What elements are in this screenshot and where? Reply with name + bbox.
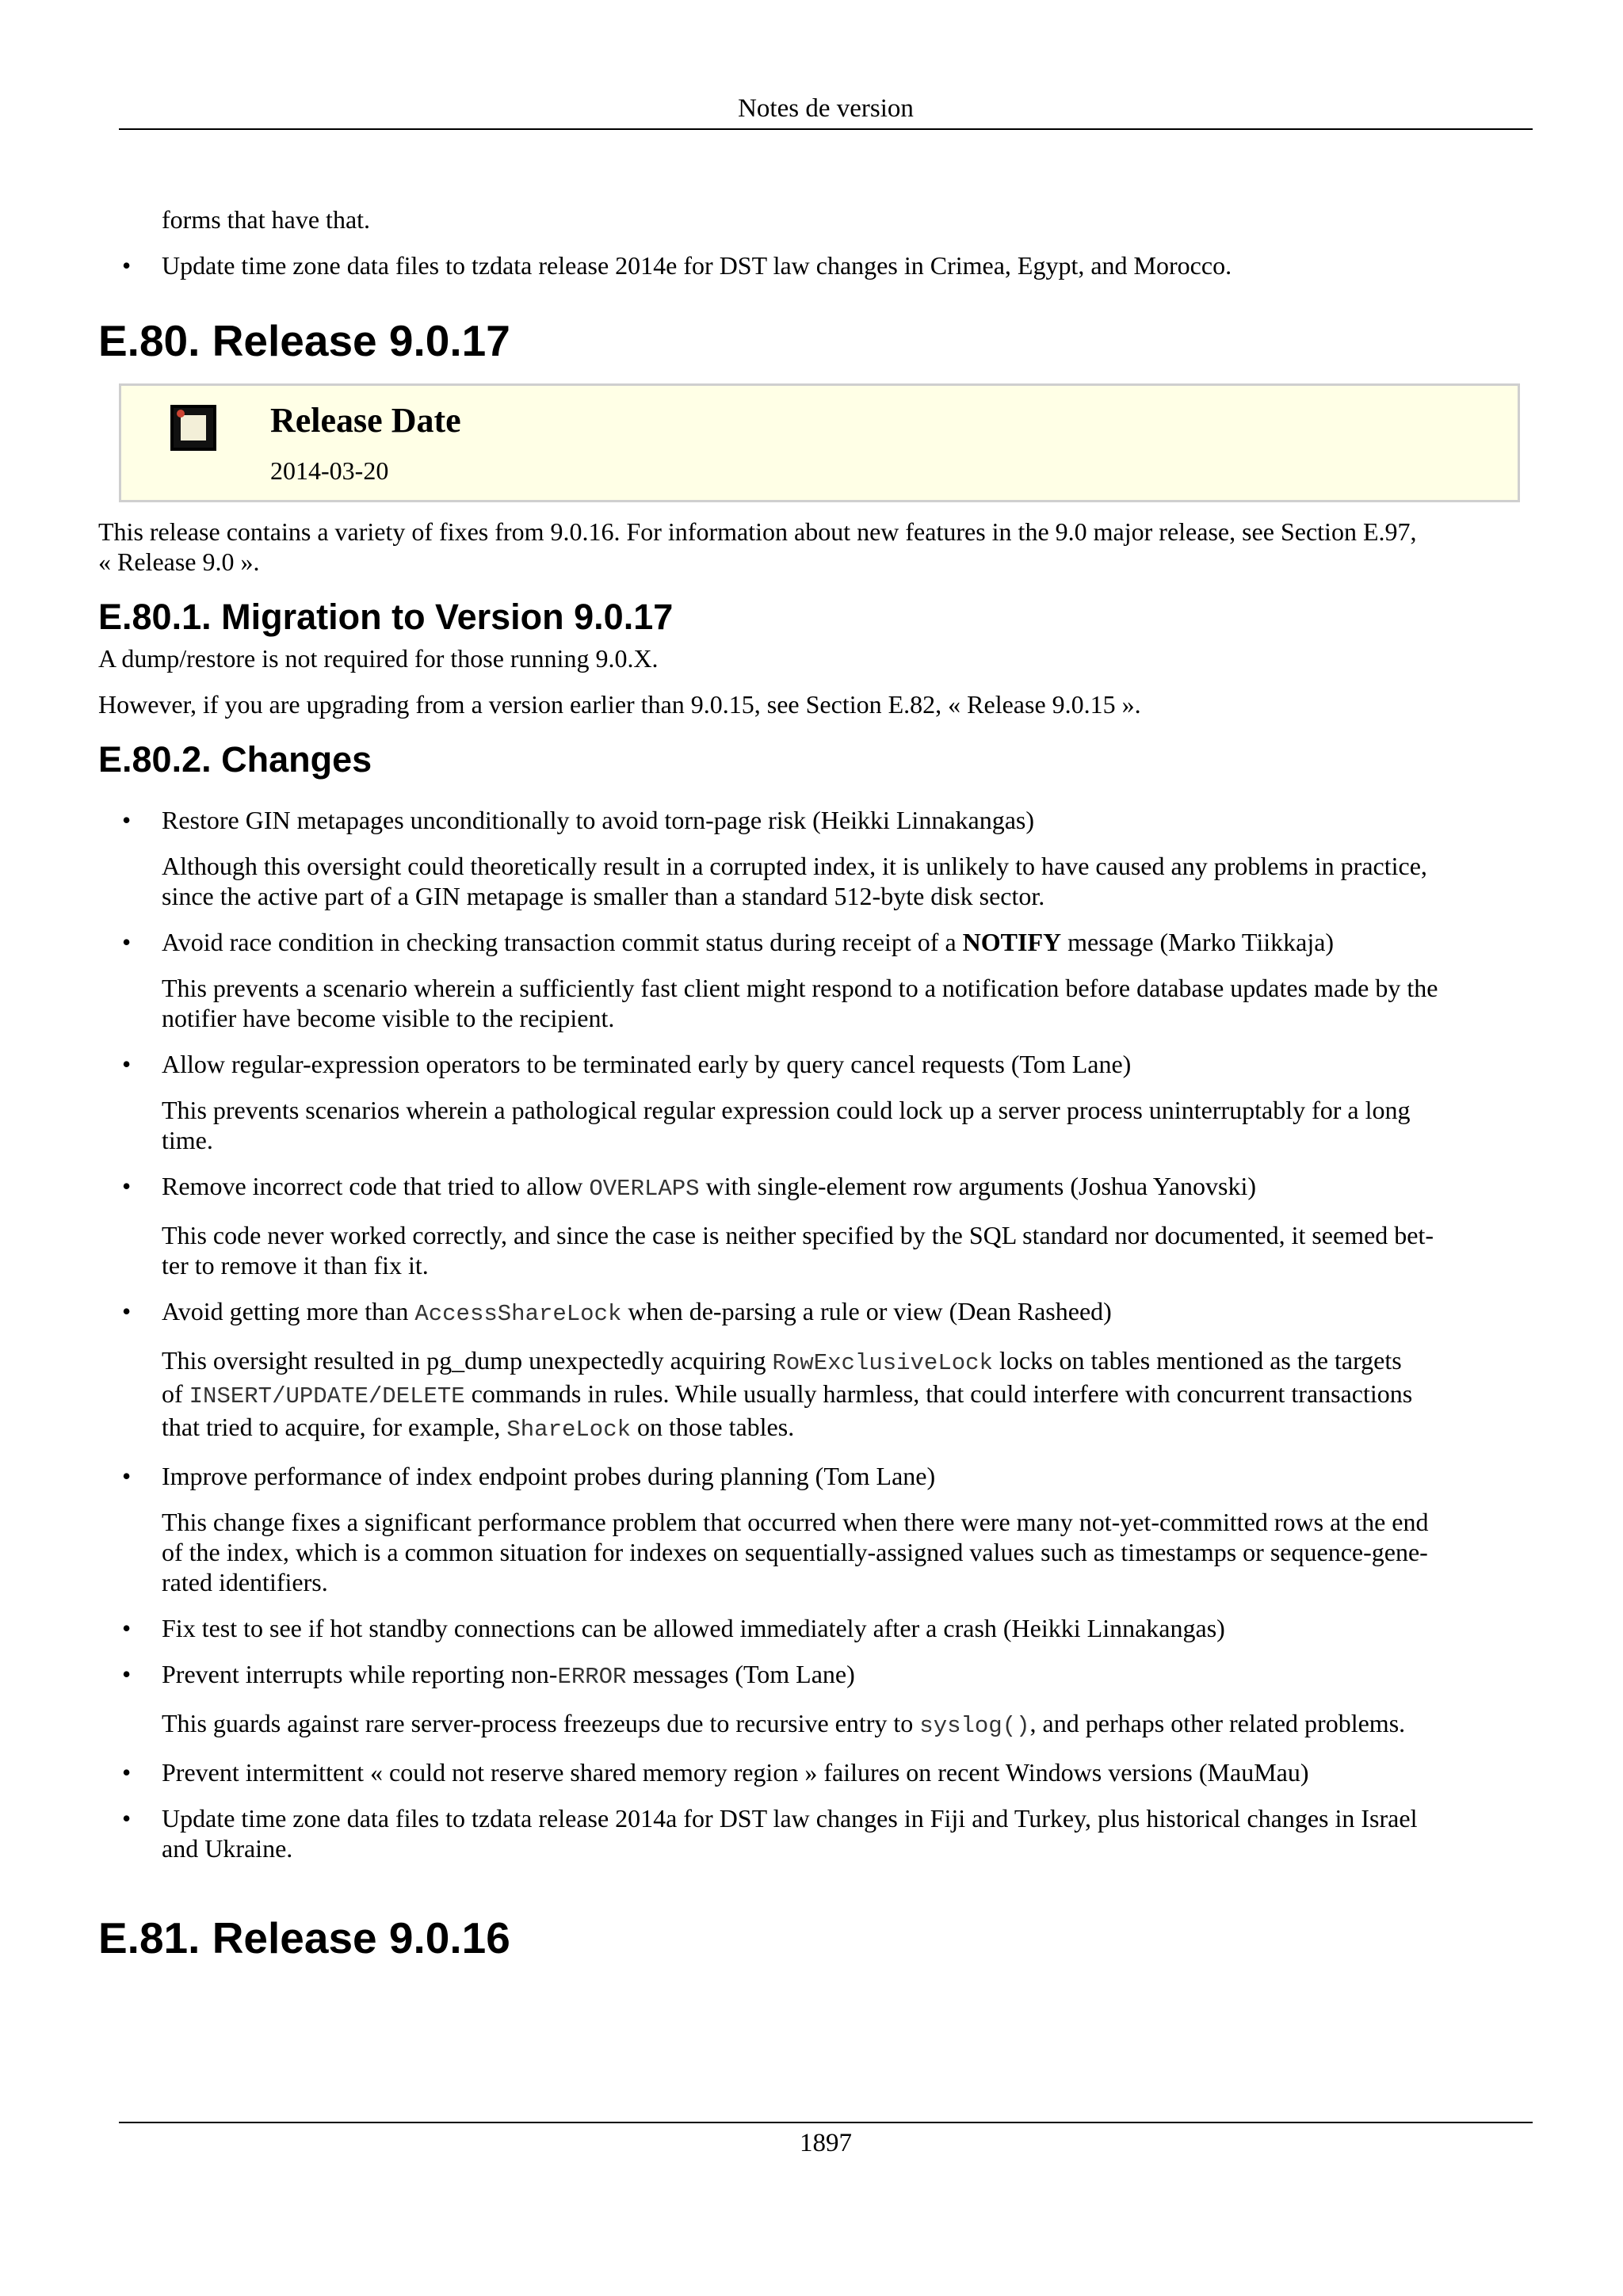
list-item-detail: since the active part of a GIN metapage is smaller than a standard 512-byte disk sector. (162, 882, 1045, 910)
list-item-detail: This guards against rare server-process freezeups due to recursive entry to syslog(), and perhaps other related problems. (162, 1709, 1406, 1739)
migration-paragraph: A dump/restore is not required for those running 9.0.X. (98, 644, 659, 673)
list-item-detail: of the index, which is a common situation for indexes on sequentially-assigned values such as timestamps or sequence-gene- (162, 1538, 1428, 1566)
list-item-text: Allow regular-expression operators to be terminated early by query cancel requests (Tom Lane) (162, 1050, 1132, 1078)
list-item (98, 1049, 1541, 1155)
list-item-text: Prevent intermittent « could not reserve shared memory region » failures on recent Windows versions (MauMau) (162, 1758, 1309, 1787)
continuation-text: forms that have that. (162, 205, 371, 234)
section-heading-e80: E.80. Release 9.0.17 (98, 316, 510, 365)
inline-code: OVERLAPS (589, 1176, 700, 1202)
inline-code: INSERT/UPDATE/DELETE (189, 1383, 465, 1409)
list-item-detail: This code never worked correctly, and since the case is neither specified by the SQL standard nor documented, it seemed bet- (162, 1221, 1434, 1249)
subsection-heading-changes: E.80.2. Changes (98, 739, 372, 780)
page-number: 1897 (800, 2129, 852, 2157)
list-item (98, 1659, 1541, 1741)
list-item-detail: This prevents scenarios wherein a pathological regular expression could lock up a server process uninterruptably for a long (162, 1096, 1411, 1124)
footer-rule (119, 2122, 1533, 2123)
bullet-icon: • (122, 1462, 132, 1490)
bullet-icon: • (122, 928, 132, 956)
list-item-text: Fix test to see if hot standby connections can be allowed immediately after a crash (Heikki Linnakangas) (162, 1614, 1225, 1642)
list-item (98, 805, 1541, 911)
list-item-text: Improve performance of index endpoint probes during planning (Tom Lane) (162, 1462, 936, 1490)
list-item (98, 1757, 1541, 1787)
list-item (98, 250, 1541, 280)
list-item (98, 927, 1541, 1033)
section-heading-e81: E.81. Release 9.0.16 (98, 1913, 510, 1962)
list-item (98, 1803, 1541, 1863)
note-icon (170, 405, 216, 451)
migration-paragraph: However, if you are upgrading from a version earlier than 9.0.15, see Section E.82, « Release 9.0.15 ». (98, 690, 1141, 719)
list-item-detail: of INSERT/UPDATE/DELETE commands in rules. While usually harmless, that could interfere with concurrent transactions (162, 1379, 1413, 1409)
list-item-detail: This oversight resulted in pg_dump unexpectedly acquiring RowExclusiveLock locks on tables mentioned as the targets (162, 1346, 1402, 1376)
list-item-text: Update time zone data files to tzdata release 2014e for DST law changes in Crimea, Egypt, and Morocco. (162, 251, 1232, 280)
subsection-heading-migration: E.80.1. Migration to Version 9.0.17 (98, 597, 674, 637)
list-item-detail: notifier have become visible to the recipient. (162, 1004, 615, 1032)
inline-code: ShareLock (506, 1417, 632, 1443)
notify-keyword: NOTIFY (962, 928, 1062, 956)
list-item (98, 1613, 1541, 1643)
running-header: Notes de version (738, 94, 914, 123)
bullet-icon: • (122, 1614, 132, 1642)
bullet-icon: • (122, 1804, 132, 1833)
list-item-text: Avoid race condition in checking transaction commit status during receipt of a NOTIFY message (Marko Tiikkaja) (162, 928, 1335, 956)
list-item-text: Prevent interrupts while reporting non-ERROR messages (Tom Lane) (162, 1660, 855, 1690)
list-item-detail: Although this oversight could theoretically result in a corrupted index, it is unlikely to have caused any problems in practice, (162, 852, 1427, 880)
list-item-detail: rated identifiers. (162, 1568, 328, 1596)
intro-line: « Release 9.0 ». (98, 547, 260, 576)
inline-code: RowExclusiveLock (772, 1350, 993, 1376)
header-rule (119, 128, 1533, 130)
release-date-note (119, 383, 1520, 502)
list-item (98, 1461, 1541, 1597)
list-item-text: Restore GIN metapages unconditionally to avoid torn-page risk (Heikki Linnakangas) (162, 806, 1035, 834)
page-content (98, 204, 1541, 1963)
list-item-text: and Ukraine. (162, 1834, 293, 1863)
release-date: 2014-03-20 (270, 456, 389, 485)
note-title: Release Date (270, 401, 461, 440)
bullet-icon: • (122, 1758, 132, 1787)
list-item (98, 1171, 1541, 1280)
list-item (98, 1296, 1541, 1445)
list-item-text: Avoid getting more than AccessShareLock when de-parsing a rule or view (Dean Rasheed) (162, 1297, 1112, 1327)
list-item-detail: ter to remove it than fix it. (162, 1251, 429, 1280)
list-item-detail: This prevents a scenario wherein a sufficiently fast client might respond to a notification before database updates made by the (162, 974, 1438, 1002)
inline-code: syslog() (919, 1713, 1030, 1739)
bullet-icon: • (122, 806, 132, 834)
list-item-detail: that tried to acquire, for example, ShareLock on those tables. (162, 1413, 795, 1443)
inline-code: ERROR (557, 1664, 627, 1690)
intro-line: This release contains a variety of fixes from 9.0.16. For information about new features in the 9.0 major release, see Section E.97, (98, 517, 1417, 546)
list-item-text: Update time zone data files to tzdata release 2014a for DST law changes in Fiji and Turkey, plus historical changes in Israel (162, 1804, 1418, 1833)
inline-code: AccessShareLock (414, 1301, 622, 1327)
list-item-text: Remove incorrect code that tried to allow OVERLAPS with single-element row arguments (Joshua Yanovski) (162, 1172, 1257, 1202)
list-item-detail: This change fixes a significant performance problem that occurred when there were many not-yet-committed rows at the end (162, 1508, 1429, 1536)
bullet-icon: • (122, 251, 132, 280)
bullet-icon: • (122, 1050, 132, 1078)
list-item-detail: time. (162, 1126, 213, 1154)
bullet-icon: • (122, 1297, 132, 1325)
bullet-icon: • (122, 1172, 132, 1200)
bullet-icon: • (122, 1660, 132, 1688)
